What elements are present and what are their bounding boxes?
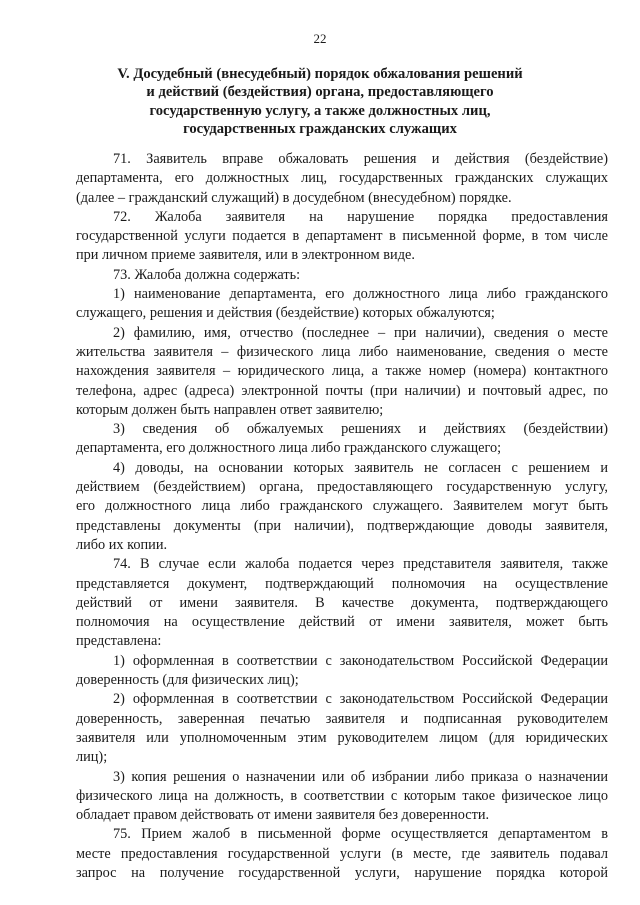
paragraph: [76, 652, 608, 691]
paragraph: [76, 420, 608, 459]
paragraph-line: заявителя или уполномоченным этим руководителем лицом (для юридических: [76, 729, 608, 746]
paragraph-line: полномочия на осуществление действий от имени заявителя, может быть: [76, 614, 608, 631]
paragraph-line: 2) оформленная в соответствии с законодательством Российской Федерации: [113, 691, 608, 708]
section-heading: [70, 65, 570, 139]
paragraph-line: представляется документ, подтверждающий полномочия на осуществление: [76, 575, 608, 592]
heading-line: государственных гражданских служащих: [183, 121, 457, 138]
paragraph-line: департамента, его должностного лица либо гражданского служащего;: [76, 440, 502, 457]
paragraph-line: физического лица на должность, в соответствии с которым такое физическое лицо: [76, 787, 608, 804]
page-number: 22: [313, 31, 327, 46]
paragraph: [76, 768, 608, 826]
document-body: [76, 150, 608, 883]
heading-line: государственную услугу, а также должностных лиц,: [149, 102, 491, 119]
paragraph-line: представлена:: [76, 633, 162, 650]
paragraph-line: 1) наименование департамента, его должностного лица либо гражданского: [113, 286, 608, 303]
paragraph-line: действием (бездействием) органа, предоставляющего государственную услугу,: [76, 479, 608, 496]
paragraph: [76, 150, 608, 208]
paragraph-line: которым должен быть направлен ответ заявителю;: [76, 401, 384, 418]
paragraph: [76, 825, 608, 883]
paragraph-line: (далее – гражданский служащий) в досудебном (внесудебном) порядке.: [76, 189, 512, 206]
paragraph-line: 2) фамилию, имя, отчество (последнее – при наличии), сведения о месте: [113, 324, 608, 341]
paragraph-line: 75. Прием жалоб в письменной форме осуществляется департаментом в: [113, 826, 608, 843]
heading-line: V. Досудебный (внесудебный) порядок обжалования решений: [117, 66, 523, 82]
paragraph: [76, 208, 608, 266]
paragraph-line: при личном приеме заявителя, или в электронном виде.: [76, 247, 415, 264]
paragraph-line: 71. Заявитель вправе обжаловать решения и действия (бездействие): [113, 151, 608, 167]
paragraph: [76, 459, 608, 555]
paragraph-line: телефона, адрес (адреса) электронной почты (при наличии) и почтовый адрес, по: [76, 382, 608, 399]
paragraph-line: запрос на получение государственной услуги, нарушение порядка которой: [76, 864, 608, 881]
paragraph-line: действий от имени заявителя. В качестве документа, подтверждающего: [76, 594, 608, 611]
paragraph-line: нахождения заявителя – юридического лица, а также номер (номера) контактного: [76, 363, 608, 380]
paragraph-line: доверенность (для физических лиц);: [76, 672, 299, 689]
paragraph-line: 3) копия решения о назначении или об избрании либо приказа о назначении: [113, 768, 608, 785]
heading-line: и действий (бездействия) органа, предоставляющего: [146, 84, 494, 101]
paragraph-line: 4) доводы, на основании которых заявитель не согласен с решением и: [113, 459, 608, 476]
paragraph-line: представлены документы (при наличии), подтверждающие доводы заявителя,: [76, 517, 608, 534]
paragraph-line: либо их копии.: [76, 536, 168, 553]
paragraph-line: департамента, его должностных лиц, государственных гражданских служащих: [76, 170, 608, 187]
paragraph-line: его должностного лица либо гражданского служащего. Заявителем могут быть: [76, 498, 608, 515]
paragraph-line: месте предоставления государственной услуги (в месте, где заявитель подавал: [76, 845, 608, 862]
paragraph-line: 1) оформленная в соответствии с законодательством Российской Федерации: [113, 652, 608, 669]
paragraph: [76, 285, 608, 324]
paragraph-line: обладает правом действовать от имени заявителя без доверенности.: [76, 807, 490, 824]
paragraph-line: 73. Жалоба должна содержать:: [113, 266, 301, 283]
paragraph-line: 72. Жалоба заявителя на нарушение порядка предоставления: [113, 208, 608, 225]
paragraph: [76, 555, 608, 651]
paragraph-line: государственной услуги подается в департамент в письменной форме, в том числе: [76, 228, 608, 245]
paragraph: [76, 266, 608, 285]
paragraph-line: лиц);: [76, 749, 108, 766]
paragraph-line: 74. В случае если жалоба подается через представителя заявителя, также: [113, 556, 608, 573]
paragraph: [76, 324, 608, 420]
paragraph-line: 3) сведения об обжалуемых решениях и действиях (бездействии): [113, 421, 608, 438]
paragraph-line: служащего, решения и действия (бездействие) которых обжалуются;: [76, 305, 495, 322]
paragraph: [76, 690, 608, 767]
paragraph-line: доверенность, заверенная печатью заявителя и подписанная руководителем: [76, 710, 608, 727]
paragraph-line: жительства заявителя – физического лица либо наименование, сведения о месте: [76, 343, 608, 360]
